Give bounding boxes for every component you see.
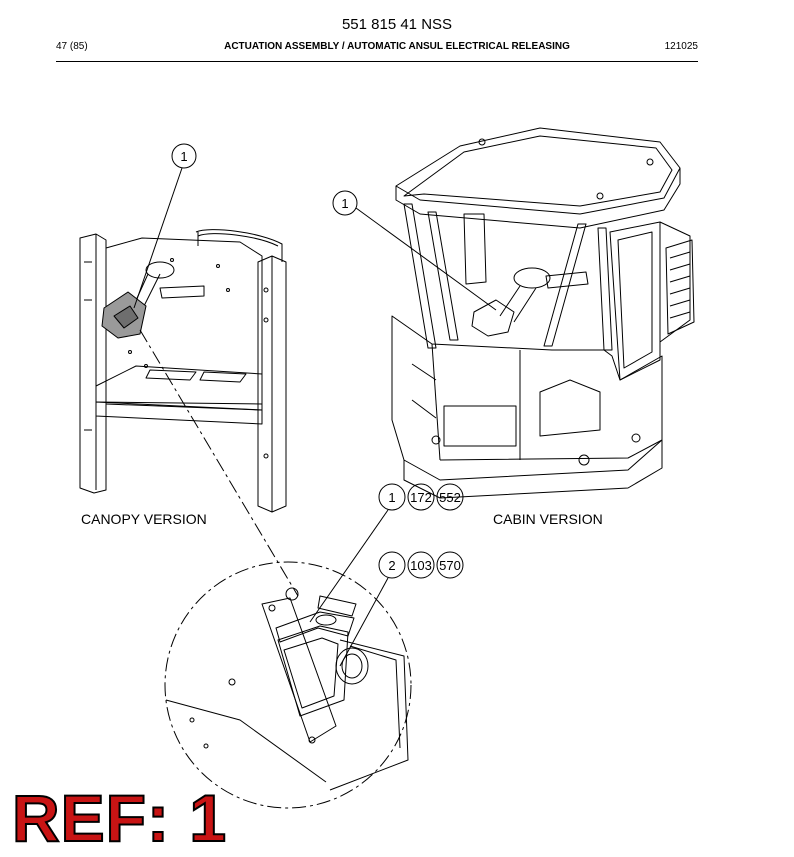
detail-bottom-qty: 103	[410, 558, 432, 573]
document-number: 551 815 41 NSS	[341, 16, 453, 33]
detail-bottom-ref: 570	[439, 558, 461, 573]
canopy-callout-number: 1	[180, 149, 188, 164]
page-count: 47 (85)	[56, 41, 88, 52]
detail-top-ref: 552	[439, 490, 461, 505]
cabin-version-label: CABIN VERSION	[493, 511, 603, 527]
detail-bottom-item: 2	[388, 558, 396, 573]
detail-leader	[140, 330, 298, 596]
cabin-illustration	[392, 128, 694, 498]
detail-top-qty: 172	[410, 490, 432, 505]
ref-label: REF: 1	[12, 781, 228, 855]
canopy-illustration	[80, 230, 286, 512]
page-title: ACTUATION ASSEMBLY / AUTOMATIC ANSUL ELECTRICAL RELEASING	[224, 41, 570, 52]
cabin-callout-number: 1	[341, 196, 349, 211]
cabin-callout	[333, 191, 496, 310]
canopy-version-label: CANOPY VERSION	[81, 511, 207, 527]
document-date: 121025	[664, 41, 698, 52]
detail-top-item: 1	[388, 490, 396, 505]
detail-view	[165, 562, 411, 808]
